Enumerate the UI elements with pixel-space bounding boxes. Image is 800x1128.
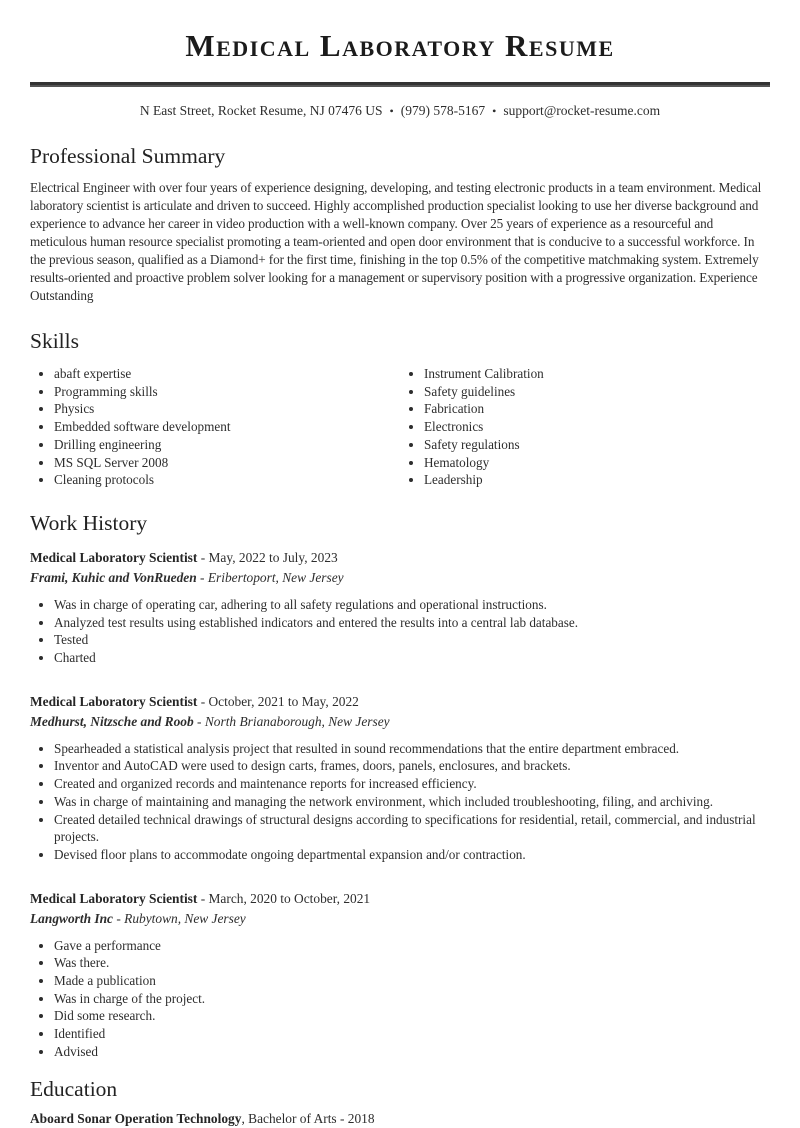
contact-phone: (979) 578-5167 — [400, 103, 486, 118]
contact-separator-dot: • — [492, 104, 497, 118]
job-location: North Brianaborough, New Jersey — [204, 713, 390, 729]
job-bullet: • Devised floor plans to accommodate ongoing departmental expansion and/or contraction. — [54, 846, 770, 864]
contact-line — [30, 103, 770, 119]
skills-list — [30, 365, 770, 489]
dash-separator: - — [193, 713, 205, 729]
section-heading-education: Education — [30, 1076, 118, 1101]
job-dates: March, 2020 to October, 2021 — [208, 890, 371, 906]
job-title: Medical Laboratory Scientist — [30, 890, 198, 906]
skill-item: • Safety guidelines — [424, 383, 770, 401]
job-bullet-list — [30, 740, 770, 864]
job-bullet: • Was there. — [54, 954, 770, 972]
skill-item: • Leadership — [424, 471, 770, 489]
job-bullet: • Created and organized records and maintenance reports for increased efficiency. — [54, 775, 770, 793]
skill-item: • abaft expertise — [54, 365, 400, 383]
education-entry — [30, 1110, 770, 1128]
job-bullet: • Inventor and AutoCAD were used to design carts, frames, doors, panels, enclosures, and brackets. — [54, 757, 770, 775]
job-title: Medical Laboratory Scientist — [30, 693, 198, 709]
job-title-line — [30, 890, 770, 908]
dash-separator: - — [197, 549, 209, 565]
skill-item: • Electronics — [424, 418, 770, 436]
job-dates: October, 2021 to May, 2022 — [208, 693, 359, 709]
job-company-line — [30, 910, 770, 928]
job-bullet: • Spearheaded a statistical analysis project that resulted in sound recommendations that the entire department embraced. — [54, 740, 770, 758]
job-bullet: • Was in charge of the project. — [54, 990, 770, 1008]
skill-item: • Fabrication — [424, 400, 770, 418]
job-bullet: • Analyzed test results using established indicators and entered the results into a central lab database. — [54, 614, 770, 632]
skill-item: • Instrument Calibration — [424, 365, 770, 383]
job-bullet: • Gave a performance — [54, 937, 770, 955]
job-dates: May, 2022 to July, 2023 — [208, 549, 338, 565]
job-bullet: • Was in charge of maintaining and managing the network environment, which included troubleshooting, filing, and archiving. — [54, 793, 770, 811]
job-company-line — [30, 569, 770, 587]
skill-item: • Drilling engineering — [54, 436, 400, 454]
skill-item: • Safety regulations — [424, 436, 770, 454]
job-entry — [30, 549, 770, 667]
contact-address: N East Street, Rocket Resume, NJ 07476 US — [139, 103, 383, 118]
job-company: Medhurst, Nitzsche and Roob — [30, 713, 194, 729]
skill-item: • Hematology — [424, 454, 770, 472]
job-bullet: • Identified — [54, 1025, 770, 1043]
job-bullet: • Was in charge of operating car, adhering to all safety regulations and operational instructions. — [54, 596, 770, 614]
dash-separator: - — [196, 569, 208, 585]
contact-separator-dot: • — [389, 104, 394, 118]
page-title: Medical Laboratory Resume — [185, 28, 615, 63]
job-company: Langworth Inc — [30, 910, 113, 926]
dash-separator: - — [112, 910, 125, 926]
job-bullet: • Did some research. — [54, 1007, 770, 1025]
job-location: Rubytown, New Jersey — [124, 910, 246, 926]
job-bullet: • Tested — [54, 631, 770, 649]
job-bullet: • Advised — [54, 1043, 770, 1061]
section-heading-work-history: Work History — [30, 510, 148, 535]
skills-column-right — [400, 365, 770, 489]
job-title-line — [30, 693, 770, 711]
professional-summary-text: Electrical Engineer with over four years of experience designing, developing, and testing electronic products in a team environment. Medical laboratory scientist is articulate and driven to succeed. Highly accomplished production specialist looking to use her diverse background and experience to advance her career in video production with a well-known company. Over 25 years of experience as a resourceful and meticulous human resource specialist promoting a team-oriented and open door environment that is conducive to a successful workforce. In the previous season, qualified as a Diamond+ for the first time, finishing in the top 0.5% of the competitive matchmaking system. Extremely results-oriented and proactive problem solver looking for a management or supervisory position with a progressive organization. Experience Outstanding — [30, 180, 762, 303]
dash-separator: - — [197, 693, 209, 709]
section-heading-professional-summary: Professional Summary — [30, 144, 226, 168]
title-divider — [30, 82, 770, 87]
job-bullet-list — [30, 596, 770, 667]
skill-item: • Embedded software development — [54, 418, 400, 436]
skills-column-left — [30, 365, 400, 489]
contact-email: support@rocket-resume.com — [503, 103, 661, 118]
job-entry — [30, 693, 770, 864]
education-school: Aboard Sonar Operation Technology — [30, 1110, 242, 1126]
skill-item: • Cleaning protocols — [54, 471, 400, 489]
job-location: Eribertoport, New Jersey — [207, 569, 344, 585]
job-title: Medical Laboratory Scientist — [30, 549, 198, 565]
job-company-line — [30, 713, 770, 731]
education-degree-year: , Bachelor of Arts - 2018 — [241, 1110, 375, 1126]
section-heading-skills: Skills — [30, 329, 79, 353]
job-bullet: • Made a publication — [54, 972, 770, 990]
job-bullet: • Created detailed technical drawings of structural designs according to specifications for residential, retail, commercial, and industrial projects. — [54, 811, 770, 846]
job-bullet-list — [30, 937, 770, 1061]
job-title-line — [30, 549, 770, 567]
job-company: Frami, Kuhic and VonRueden — [30, 569, 197, 585]
resume-page — [0, 30, 800, 1128]
skill-item: • Physics — [54, 400, 400, 418]
job-bullet: • Charted — [54, 649, 770, 667]
dash-separator: - — [197, 890, 209, 906]
skill-item: • MS SQL Server 2008 — [54, 454, 400, 472]
skill-item: • Programming skills — [54, 383, 400, 401]
